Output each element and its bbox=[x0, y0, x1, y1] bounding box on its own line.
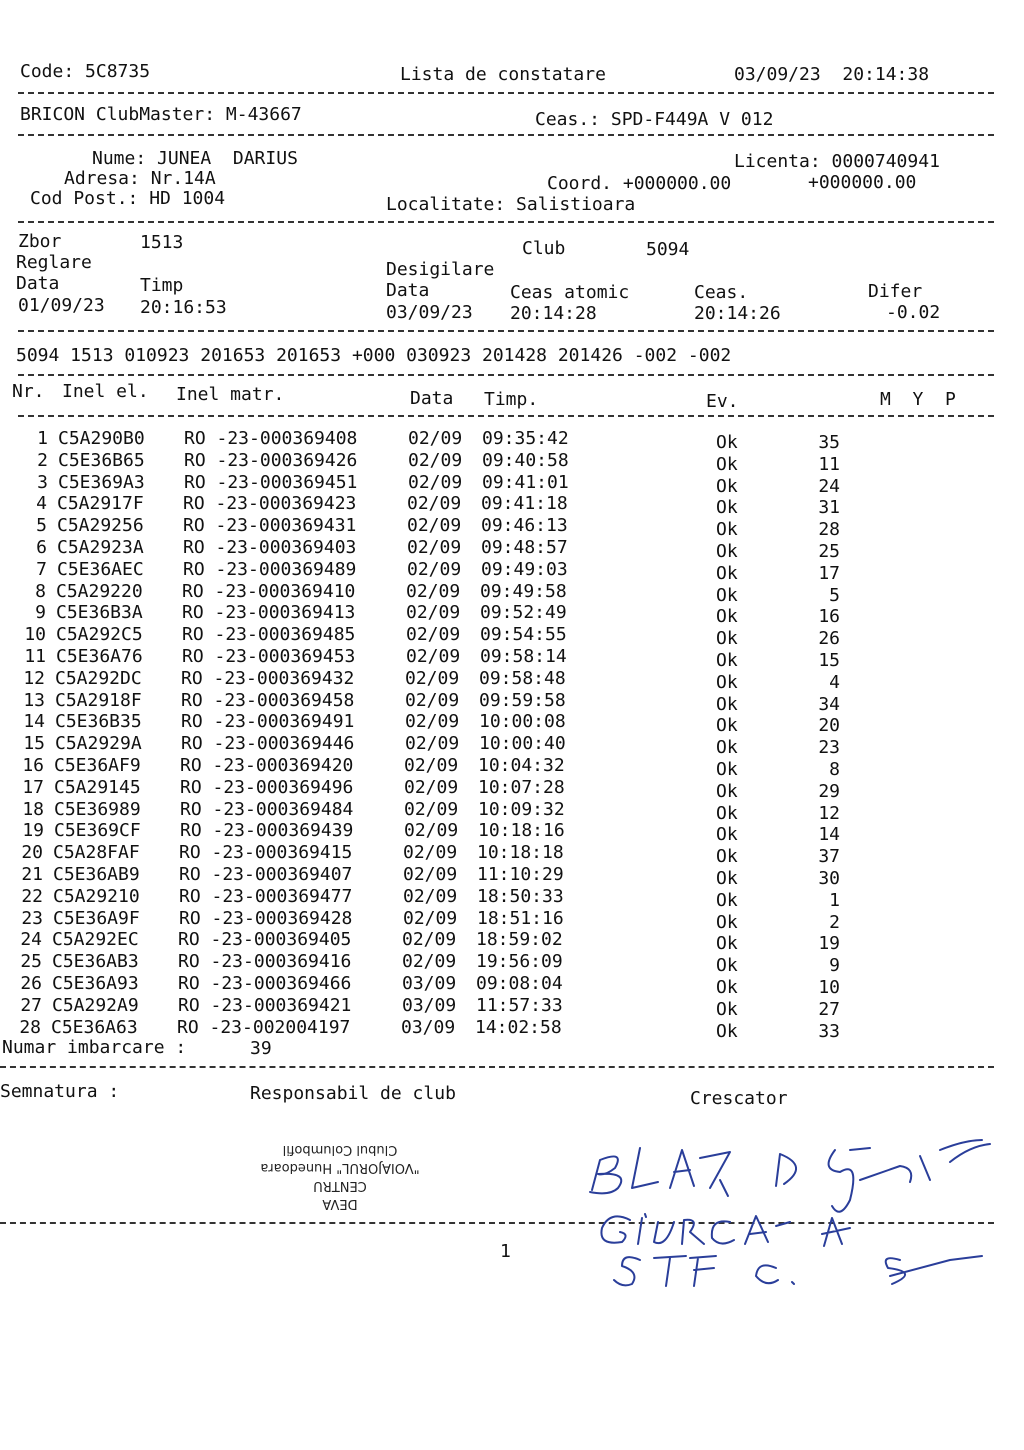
pigeon-number: 16 bbox=[818, 606, 840, 628]
event-status: Ok bbox=[716, 759, 738, 780]
stamp-line: CENTRU bbox=[313, 1178, 367, 1193]
event-status: Ok bbox=[716, 1020, 738, 1042]
ring-registration: RO -23-000369477 bbox=[179, 885, 353, 907]
arrival-date: 02/09 bbox=[407, 515, 462, 537]
pigeon-number: 12 bbox=[818, 802, 840, 824]
ring-registration: RO -23-000369453 bbox=[182, 646, 356, 667]
stamp-line: "VOIAJORUL" Hunedoara bbox=[260, 1160, 420, 1175]
table-row bbox=[0, 428, 1024, 453]
arrival-date: 02/09 bbox=[404, 820, 459, 842]
divider bbox=[18, 415, 994, 417]
col-nr: Nr. bbox=[12, 381, 45, 402]
ring-registration: RO -23-000369491 bbox=[181, 711, 355, 733]
pigeon-number: 10 bbox=[818, 977, 840, 998]
club-stamp bbox=[220, 1140, 460, 1212]
arrival-date: 02/09 bbox=[405, 711, 460, 733]
table-row bbox=[0, 755, 1024, 780]
ring-registration: RO -23-000369410 bbox=[182, 580, 356, 602]
owner-coord-value: +000000.00 bbox=[808, 172, 917, 193]
pigeon-number: 5 bbox=[829, 584, 840, 606]
event-status: Ok bbox=[716, 497, 738, 519]
ring-registration: RO -23-000369484 bbox=[180, 798, 354, 820]
divider bbox=[18, 134, 994, 136]
arrival-date: 02/09 bbox=[403, 885, 458, 907]
electronic-ring: C5A29220 bbox=[56, 580, 143, 602]
arrival-time: 11:10:29 bbox=[477, 864, 564, 885]
ring-registration: RO -23-000369426 bbox=[184, 449, 358, 471]
event-status: Ok bbox=[716, 998, 738, 1020]
row-number: 18 bbox=[22, 798, 44, 820]
owner-name: Nume: JUNEA DARIUS bbox=[92, 148, 298, 169]
arrival-time: 10:09:32 bbox=[478, 798, 565, 820]
ceas-label: Ceas. bbox=[694, 282, 749, 303]
arrival-date: 02/09 bbox=[406, 624, 461, 646]
table-row bbox=[0, 994, 1024, 1020]
ring-registration: RO -23-000369496 bbox=[180, 776, 354, 798]
col-inel-matr: Inel matr. bbox=[176, 384, 285, 405]
divider bbox=[18, 330, 994, 332]
table-row bbox=[0, 580, 1024, 606]
arrival-date: 02/09 bbox=[408, 471, 463, 493]
row-number: 14 bbox=[23, 711, 45, 733]
row-number: 4 bbox=[36, 493, 47, 515]
table-row bbox=[0, 471, 1024, 497]
arrival-time: 09:08:04 bbox=[476, 973, 563, 994]
event-status: Ok bbox=[716, 824, 738, 846]
ring-registration: RO -23-000369423 bbox=[183, 493, 357, 515]
ring-registration: RO -23-002004197 bbox=[177, 1016, 351, 1038]
event-status: Ok bbox=[716, 606, 738, 628]
owner-license: Licenta: 0000740941 bbox=[734, 151, 940, 172]
ceas-atomic-label: Ceas atomic bbox=[510, 282, 630, 303]
zbor-label: Zbor bbox=[18, 231, 62, 252]
pigeon-number: 33 bbox=[818, 1020, 840, 1042]
pigeon-number: 34 bbox=[818, 693, 840, 715]
electronic-ring: C5A292C5 bbox=[56, 624, 143, 646]
pigeon-number: 9 bbox=[829, 955, 840, 977]
electronic-ring: C5E36B35 bbox=[55, 711, 142, 733]
electronic-ring: C5E36A76 bbox=[56, 646, 143, 667]
ring-registration: RO -23-000369403 bbox=[183, 537, 357, 558]
arrival-time: 10:07:28 bbox=[478, 776, 565, 798]
pigeon-number: 15 bbox=[818, 650, 840, 671]
pigeon-number: 17 bbox=[818, 562, 840, 584]
row-number: 2 bbox=[37, 449, 48, 471]
event-status: Ok bbox=[716, 846, 738, 868]
row-number: 13 bbox=[23, 689, 45, 711]
event-status: Ok bbox=[716, 933, 738, 955]
arrival-time: 09:41:18 bbox=[481, 493, 568, 515]
event-status: Ok bbox=[716, 671, 738, 693]
electronic-ring: C5A2917F bbox=[57, 493, 144, 515]
ring-registration: RO -23-000369485 bbox=[182, 624, 356, 646]
table-row bbox=[0, 558, 1024, 584]
ring-registration: RO -23-000369408 bbox=[184, 428, 358, 449]
table-row bbox=[0, 842, 1024, 868]
ring-registration: RO -23-000369416 bbox=[178, 951, 352, 973]
code-line: 5094 1513 010923 201653 201653 +000 030923 201428 201426 -002 -002 bbox=[16, 345, 732, 366]
table-row bbox=[0, 646, 1024, 671]
ring-registration: RO -23-000369428 bbox=[179, 907, 353, 929]
table-row bbox=[0, 711, 1024, 737]
ring-registration: RO -23-000369431 bbox=[183, 515, 357, 537]
row-number: 20 bbox=[21, 842, 43, 864]
responsabil-label: Responsabil de club bbox=[250, 1083, 456, 1104]
ceas-atomic-value: 20:14:28 bbox=[510, 303, 597, 324]
arrival-time: 09:41:01 bbox=[482, 471, 569, 493]
event-status: Ok bbox=[716, 693, 738, 715]
pigeon-number: 8 bbox=[829, 759, 840, 780]
ring-registration: RO -23-000369446 bbox=[181, 733, 355, 755]
arrival-date: 02/09 bbox=[406, 646, 461, 667]
table-row bbox=[0, 667, 1024, 693]
pigeon-number: 29 bbox=[818, 780, 840, 802]
electronic-ring: C5A292DC bbox=[55, 667, 142, 689]
owner-locality: Localitate: Salistioara bbox=[386, 194, 636, 215]
row-number: 8 bbox=[35, 580, 46, 602]
arrival-date: 03/09 bbox=[402, 994, 457, 1016]
ring-registration: RO -23-000369439 bbox=[180, 820, 354, 842]
table-row bbox=[0, 689, 1024, 715]
stamp-line: DEVA bbox=[322, 1196, 358, 1211]
divider bbox=[18, 92, 994, 94]
arrival-date: 02/09 bbox=[405, 667, 460, 689]
handwritten-signatures bbox=[570, 1110, 1020, 1290]
event-status: Ok bbox=[716, 650, 738, 671]
electronic-ring: C5A2923A bbox=[57, 537, 144, 558]
clubmaster-label: BRICON ClubMaster: M-43667 bbox=[20, 104, 302, 125]
row-number: 21 bbox=[21, 864, 43, 885]
row-number: 22 bbox=[21, 885, 43, 907]
electronic-ring: C5E36A63 bbox=[51, 1016, 138, 1038]
row-number: 25 bbox=[20, 951, 42, 973]
electronic-ring: C5E36AB9 bbox=[53, 864, 140, 885]
row-number: 19 bbox=[22, 820, 44, 842]
electronic-ring: C5E36A93 bbox=[52, 973, 139, 994]
ring-registration: RO -23-000369405 bbox=[178, 929, 352, 951]
stamp-line: Clubul Columbofil bbox=[282, 1142, 398, 1157]
electronic-ring: C5E36A9F bbox=[53, 907, 140, 929]
electronic-ring: C5A28FAF bbox=[53, 842, 140, 864]
row-number: 5 bbox=[36, 515, 47, 537]
table-row bbox=[0, 885, 1024, 911]
ring-registration: RO -23-000369421 bbox=[178, 994, 352, 1016]
pigeon-number: 28 bbox=[818, 519, 840, 541]
event-status: Ok bbox=[716, 519, 738, 541]
electronic-ring: C5E36AB3 bbox=[52, 951, 139, 973]
pigeon-number: 19 bbox=[818, 933, 840, 955]
arrival-date: 02/09 bbox=[405, 689, 460, 711]
event-status: Ok bbox=[716, 737, 738, 759]
data2-label: Data bbox=[386, 280, 430, 301]
reglare-label: Reglare bbox=[16, 252, 92, 273]
arrival-time: 09:40:58 bbox=[482, 449, 569, 471]
code-label: Code: 5C8735 bbox=[20, 61, 151, 82]
arrival-date: 02/09 bbox=[404, 755, 459, 776]
arrival-time: 14:02:58 bbox=[475, 1016, 562, 1038]
row-number: 9 bbox=[35, 602, 46, 624]
table-row bbox=[0, 864, 1024, 889]
electronic-ring: C5E36B65 bbox=[58, 449, 145, 471]
row-number: 24 bbox=[20, 929, 42, 951]
electronic-ring: C5E36AEC bbox=[57, 558, 144, 580]
event-status: Ok bbox=[716, 628, 738, 650]
arrival-time: 09:52:49 bbox=[480, 602, 567, 624]
event-status: Ok bbox=[716, 780, 738, 802]
arrival-time: 18:59:02 bbox=[476, 929, 563, 951]
row-number: 11 bbox=[24, 646, 46, 667]
table-row bbox=[0, 493, 1024, 519]
timp-value: 20:16:53 bbox=[140, 297, 227, 318]
arrival-date: 02/09 bbox=[402, 951, 457, 973]
arrival-time: 10:00:40 bbox=[479, 733, 566, 755]
row-number: 1 bbox=[37, 428, 48, 449]
pigeon-number: 20 bbox=[818, 715, 840, 737]
data1-value: 01/09/23 bbox=[18, 295, 105, 316]
row-number: 7 bbox=[36, 558, 47, 580]
arrival-time: 09:46:13 bbox=[481, 515, 568, 537]
zbor-value: 1513 bbox=[140, 232, 184, 253]
row-number: 10 bbox=[24, 624, 46, 646]
event-status: Ok bbox=[716, 541, 738, 562]
pigeon-number: 11 bbox=[818, 453, 840, 475]
pigeon-number: 14 bbox=[818, 824, 840, 846]
difer-label: Difer bbox=[868, 281, 923, 302]
divider bbox=[0, 1066, 994, 1068]
col-ev: Ev. bbox=[706, 391, 739, 412]
pigeon-number: 37 bbox=[818, 846, 840, 868]
electronic-ring: C5E369A3 bbox=[58, 471, 145, 493]
arrival-date: 02/09 bbox=[403, 907, 458, 929]
owner-postcode: Cod Post.: HD 1004 bbox=[30, 188, 226, 209]
row-number: 23 bbox=[21, 907, 43, 929]
table-row bbox=[0, 602, 1024, 628]
ring-registration: RO -23-000369451 bbox=[184, 471, 358, 493]
arrival-date: 02/09 bbox=[408, 428, 463, 449]
electronic-ring: C5E36AF9 bbox=[54, 755, 141, 776]
document-datetime: 03/09/23 20:14:38 bbox=[734, 64, 930, 85]
pigeon-number: 23 bbox=[818, 737, 840, 759]
arrival-time: 10:18:16 bbox=[478, 820, 565, 842]
pigeon-number: 25 bbox=[818, 541, 840, 562]
row-number: 16 bbox=[22, 755, 44, 776]
electronic-ring: C5A2929A bbox=[55, 733, 142, 755]
document-title: Lista de constatare bbox=[400, 64, 606, 85]
event-status: Ok bbox=[716, 868, 738, 889]
data2-value: 03/09/23 bbox=[386, 302, 473, 323]
table-row bbox=[0, 537, 1024, 562]
table-row bbox=[0, 798, 1024, 824]
pigeon-number: 2 bbox=[829, 911, 840, 933]
event-status: Ok bbox=[716, 475, 738, 497]
club-label: Club bbox=[522, 238, 566, 259]
ring-registration: RO -23-000369415 bbox=[179, 842, 353, 864]
event-status: Ok bbox=[716, 802, 738, 824]
table-row bbox=[0, 515, 1024, 541]
table-row bbox=[0, 951, 1024, 977]
pigeon-number: 26 bbox=[818, 628, 840, 650]
divider bbox=[18, 221, 994, 223]
pigeon-number: 27 bbox=[818, 998, 840, 1020]
pigeon-number: 24 bbox=[818, 475, 840, 497]
owner-address: Adresa: Nr.14A bbox=[64, 168, 216, 189]
row-number: 3 bbox=[37, 471, 48, 493]
arrival-date: 02/09 bbox=[405, 733, 460, 755]
timp-label: Timp bbox=[140, 275, 184, 296]
electronic-ring: C5E36B3A bbox=[56, 602, 143, 624]
row-number: 26 bbox=[20, 973, 42, 994]
ceas-value: 20:14:26 bbox=[694, 303, 781, 324]
pigeon-number: 35 bbox=[818, 432, 840, 453]
arrival-time: 11:57:33 bbox=[476, 994, 563, 1016]
ring-registration: RO -23-000369458 bbox=[181, 689, 355, 711]
ring-registration: RO -23-000369432 bbox=[181, 667, 355, 689]
arrival-time: 19:56:09 bbox=[476, 951, 563, 973]
ring-registration: RO -23-000369466 bbox=[178, 973, 352, 994]
arrival-date: 02/09 bbox=[403, 842, 458, 864]
arrival-time: 18:51:16 bbox=[477, 907, 564, 929]
event-status: Ok bbox=[716, 715, 738, 737]
electronic-ring: C5A29145 bbox=[54, 776, 141, 798]
arrival-date: 02/09 bbox=[407, 558, 462, 580]
row-number: 28 bbox=[19, 1016, 41, 1038]
electronic-ring: C5E36989 bbox=[54, 798, 141, 820]
table-row bbox=[0, 776, 1024, 802]
table-row bbox=[0, 973, 1024, 998]
arrival-date: 02/09 bbox=[404, 798, 459, 820]
row-number: 6 bbox=[36, 537, 47, 558]
pigeon-number: 4 bbox=[829, 671, 840, 693]
ring-registration: RO -23-000369413 bbox=[182, 602, 356, 624]
col-data: Data bbox=[410, 388, 454, 409]
arrival-date: 02/09 bbox=[404, 776, 459, 798]
electronic-ring: C5A292EC bbox=[52, 929, 139, 951]
table-row bbox=[0, 907, 1024, 933]
row-number: 15 bbox=[23, 733, 45, 755]
arrival-time: 09:35:42 bbox=[482, 428, 569, 449]
electronic-ring: C5A290B0 bbox=[58, 428, 145, 449]
table-row bbox=[0, 733, 1024, 759]
table-row bbox=[0, 624, 1024, 650]
table-row bbox=[0, 1016, 1024, 1042]
event-status: Ok bbox=[716, 584, 738, 606]
arrival-time: 09:59:58 bbox=[479, 689, 566, 711]
col-timp: Timp. bbox=[484, 389, 539, 410]
owner-coord: Coord. +000000.00 bbox=[547, 173, 732, 194]
arrival-date: 03/09 bbox=[402, 973, 457, 994]
pigeon-number: 1 bbox=[829, 889, 840, 911]
event-status: Ok bbox=[716, 911, 738, 933]
arrival-time: 09:49:58 bbox=[480, 580, 567, 602]
arrival-date: 02/09 bbox=[408, 449, 463, 471]
crescator-label: Crescator bbox=[690, 1088, 788, 1109]
electronic-ring: C5A29256 bbox=[57, 515, 144, 537]
ring-registration: RO -23-000369420 bbox=[180, 755, 354, 776]
table-row bbox=[0, 820, 1024, 846]
data1-label: Data bbox=[16, 273, 60, 294]
arrival-date: 02/09 bbox=[407, 493, 462, 515]
arrival-date: 02/09 bbox=[403, 864, 458, 885]
pigeon-number: 30 bbox=[818, 868, 840, 889]
event-status: Ok bbox=[716, 562, 738, 584]
event-status: Ok bbox=[716, 977, 738, 998]
event-status: Ok bbox=[716, 955, 738, 977]
arrival-time: 09:54:55 bbox=[480, 624, 567, 646]
table-row bbox=[0, 449, 1024, 475]
numar-imbarcare-value: 39 bbox=[250, 1038, 272, 1059]
ring-registration: RO -23-000369407 bbox=[179, 864, 353, 885]
divider bbox=[18, 374, 994, 376]
semnatura-label: Semnatura : bbox=[0, 1081, 120, 1102]
pigeon-number: 31 bbox=[818, 497, 840, 519]
arrival-date: 02/09 bbox=[407, 537, 462, 558]
electronic-ring: C5A292A9 bbox=[52, 994, 139, 1016]
event-status: Ok bbox=[716, 889, 738, 911]
row-number: 27 bbox=[20, 994, 42, 1016]
ring-registration: RO -23-000369489 bbox=[183, 558, 357, 580]
arrival-time: 09:49:03 bbox=[481, 558, 568, 580]
desigilare-label: Desigilare bbox=[386, 259, 495, 280]
col-myp: M Y P bbox=[880, 389, 956, 410]
page-number: 1 bbox=[500, 1241, 511, 1262]
arrival-time: 10:00:08 bbox=[479, 711, 566, 733]
arrival-time: 09:58:14 bbox=[480, 646, 567, 667]
numar-imbarcare-label: Numar imbarcare : bbox=[2, 1037, 187, 1058]
club-value: 5094 bbox=[646, 239, 690, 260]
electronic-ring: C5A29210 bbox=[53, 885, 140, 907]
arrival-date: 02/09 bbox=[402, 929, 457, 951]
difer-value: -0.02 bbox=[886, 302, 941, 323]
row-number: 17 bbox=[22, 776, 44, 798]
table-row bbox=[0, 929, 1024, 955]
arrival-time: 09:48:57 bbox=[481, 537, 568, 558]
electronic-ring: C5E369CF bbox=[54, 820, 141, 842]
event-status: Ok bbox=[716, 432, 738, 453]
row-number: 12 bbox=[23, 667, 45, 689]
electronic-ring: C5A2918F bbox=[55, 689, 142, 711]
arrival-date: 02/09 bbox=[406, 580, 461, 602]
ceas-device-label: Ceas.: SPD-F449A V 012 bbox=[535, 109, 774, 130]
arrival-date: 02/09 bbox=[406, 602, 461, 624]
arrival-time: 10:04:32 bbox=[478, 755, 565, 776]
arrival-time: 18:50:33 bbox=[477, 885, 564, 907]
event-status: Ok bbox=[716, 453, 738, 475]
col-inel-el: Inel el. bbox=[62, 381, 149, 402]
arrival-time: 10:18:18 bbox=[477, 842, 564, 864]
arrival-time: 09:58:48 bbox=[479, 667, 566, 689]
arrival-date: 03/09 bbox=[401, 1016, 456, 1038]
